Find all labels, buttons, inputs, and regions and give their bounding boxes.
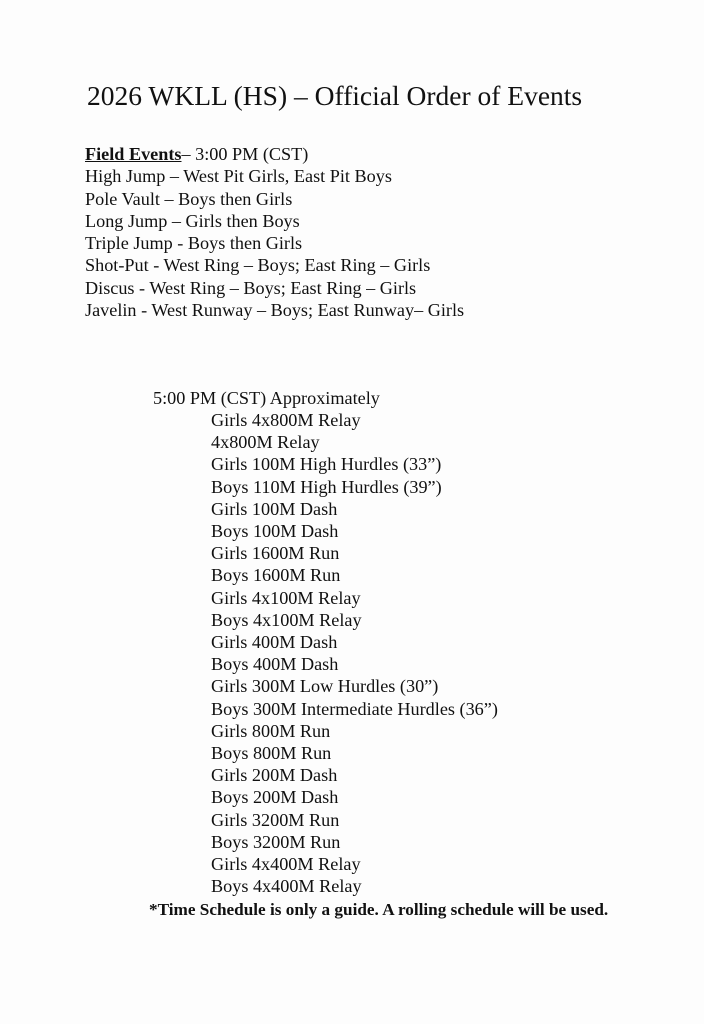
track-events-list [211, 409, 498, 897]
track-event-item: Girls 400M Dash [211, 632, 338, 653]
track-event-item: Girls 4x100M Relay [211, 587, 361, 608]
field-event-long-jump: Long Jump – Girls then Boys [85, 210, 300, 231]
track-event-item: Boys 300M Intermediate Hurdles (36”) [211, 698, 498, 719]
page-title: 2026 WKLL (HS) – Official Order of Events [87, 80, 583, 111]
track-event-item: Girls 1600M Run [211, 543, 340, 564]
track-event-item: Girls 4x800M Relay [211, 410, 361, 430]
track-event-item: Girls 100M High Hurdles (33”) [211, 454, 442, 475]
track-event-item: Girls 100M Dash [211, 498, 338, 519]
track-event-item: Girls 4x400M Relay [211, 854, 361, 875]
field-event-triple-jump: Triple Jump - Boys then Girls [85, 233, 303, 254]
track-event-item: Girls 300M Low Hurdles (30”) [211, 676, 439, 697]
field-events-heading-label: Field Events [85, 144, 182, 164]
field-event-discus: Discus - West Ring – Boys; East Ring – Girls [85, 277, 417, 298]
track-event-item: Boys 200M Dash [211, 787, 339, 808]
track-event-item: Boys 100M Dash [211, 521, 339, 542]
track-event-item: Girls 200M Dash [211, 765, 338, 786]
track-event-item: Boys 4x400M Relay [211, 876, 362, 897]
field-event-high-jump: High Jump – West Pit Girls, East Pit Boys [85, 166, 392, 187]
track-event-item: Girls 3200M Run [211, 809, 340, 830]
field-events-section [85, 143, 464, 321]
field-event-shot-put: Shot-Put - West Ring – Boys; East Ring – Girls [85, 255, 431, 276]
track-event-item: Boys 800M Run [211, 743, 332, 764]
track-event-item: Boys 110M High Hurdles (39”) [211, 476, 442, 497]
field-events-start-time: – 3:00 PM (CST) [181, 144, 309, 164]
track-events-start-time: 5:00 PM (CST) Approximately [153, 388, 380, 408]
track-event-item: 4x800M Relay [211, 432, 320, 453]
field-event-javelin: Javelin - West Runway – Boys; East Runway– Girls [85, 300, 465, 321]
field-event-pole-vault: Pole Vault – Boys then Girls [85, 188, 293, 209]
track-event-item: Girls 800M Run [211, 720, 331, 741]
track-event-item: Boys 3200M Run [211, 831, 341, 852]
track-event-item: Boys 1600M Run [211, 565, 341, 586]
track-event-item: Boys 400M Dash [211, 654, 339, 675]
field-events-heading [85, 143, 464, 165]
schedule-footnote: *Time Schedule is only a guide. A rolling schedule will be used. [149, 900, 609, 919]
track-event-item: Boys 4x100M Relay [211, 609, 362, 630]
